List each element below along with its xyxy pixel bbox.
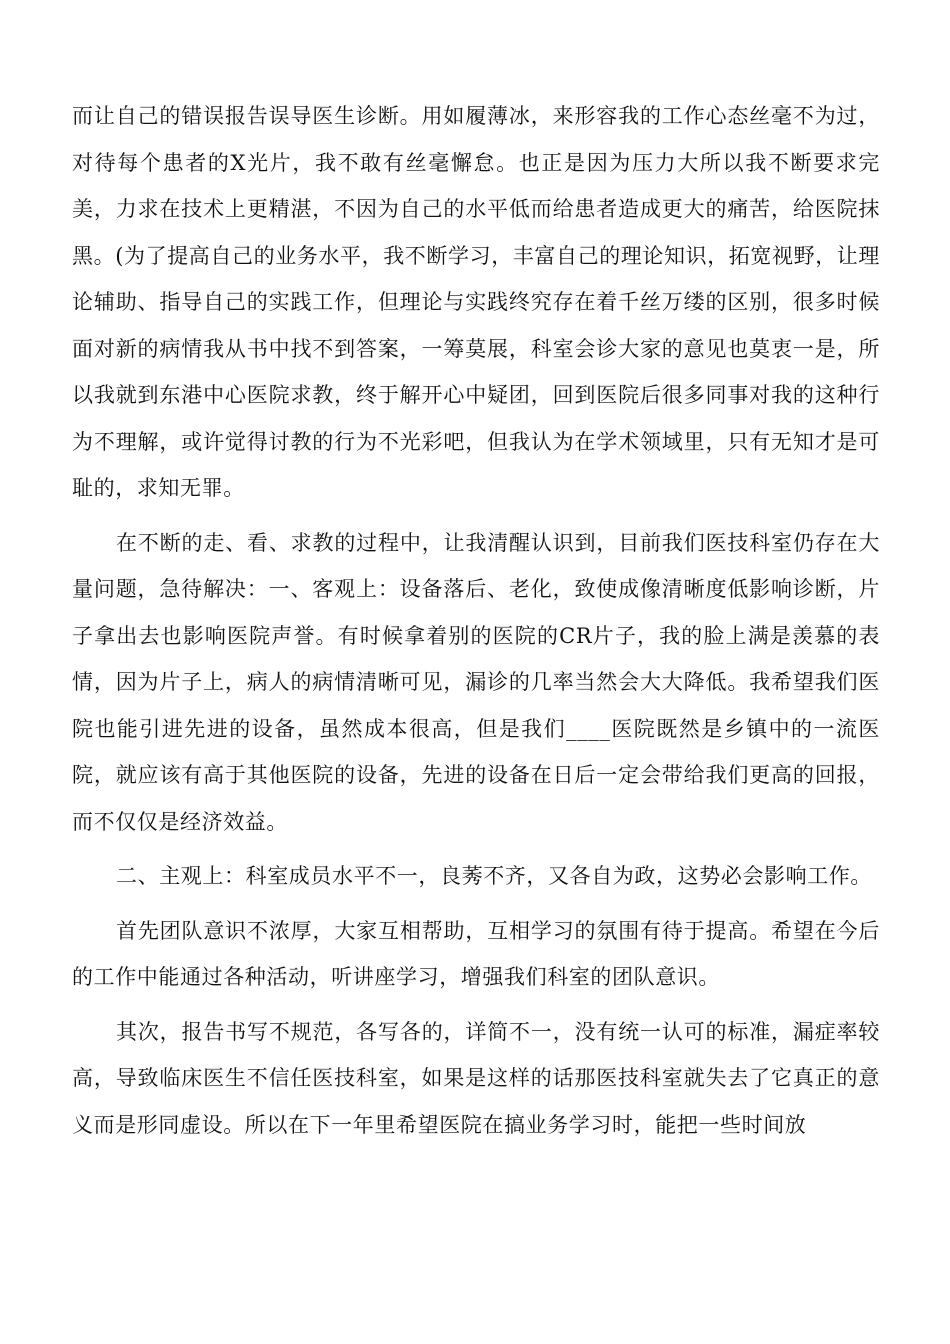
paragraph-report-writing: 其次，报告书写不规范，各写各的，详简不一，没有统一认可的标准，漏症率较高，导致临床医生不信任医技科室，如果是这样的话那医技科室就失去了它真正的意义而是形同虚设。所以在下一年里希望医院在搞业务学习时，能把一些时间放 — [72, 1019, 880, 1137]
paragraph-subjective: 二、主观上：科室成员水平不一，良莠不齐，又各自为政，这势必会影响工作。 — [116, 864, 872, 888]
paragraph-problems-intro: 在不断的走、看、求教的过程中，让我清醒认识到，目前我们医技科室仍存在大量问题，急待解决：一、客观上：设备落后、老化，致使成像清晰度低影响诊断，片子拿出去也影响医院声誉。有时候拿着别的医院的CR片子，我的脸上满是羡慕的表情，因为片子上，病人的病情清晰可见，漏诊的几率当然会大大降低。我希望我们医院也能引进先进的设备，虽然成本很高，但是我们____医院既然是乡镇中的一流医院，就应该有高于其他医院的设备，先进的设备在日后一定会带给我们更高的回报，而不仅仅是经济效益。 — [72, 530, 880, 834]
paragraph-team-awareness: 首先团队意识不浓厚，大家互相帮助，互相学习的氛围有待于提高。希望在今后的工作中能通过各种活动，听讲座学习，增强我们科室的团队意识。 — [72, 918, 880, 989]
paragraph-continued: 而让自己的错误报告误导医生诊断。用如履薄冰，来形容我的工作心态丝毫不为过，对待每个患者的X光片，我不敢有丝毫懈怠。也正是因为压力大所以我不断要求完美，力求在技术上更精湛，不因为自己的水平低而给患者造成更大的痛苦，给医院抹黑。(为了提高自己的业务水平，我不断学习，丰富自己的理论知识，拓宽视野，让理论辅助、指导自己的实践工作，但理论与实践终究存在着千丝万缕的区别，很多时候面对新的病情我从书中找不到答案，一筹莫展，科室会诊大家的意见也莫衷一是，所以我就到东港中心医院求教，终于解开心中疑团，回到医院后很多同事对我的这种行为不理解，或许觉得讨教的行为不光彩吧，但我认为在学术领域里，只有无知才是可耻的，求知无罪。 — [72, 104, 880, 500]
document-body — [72, 93, 880, 1148]
